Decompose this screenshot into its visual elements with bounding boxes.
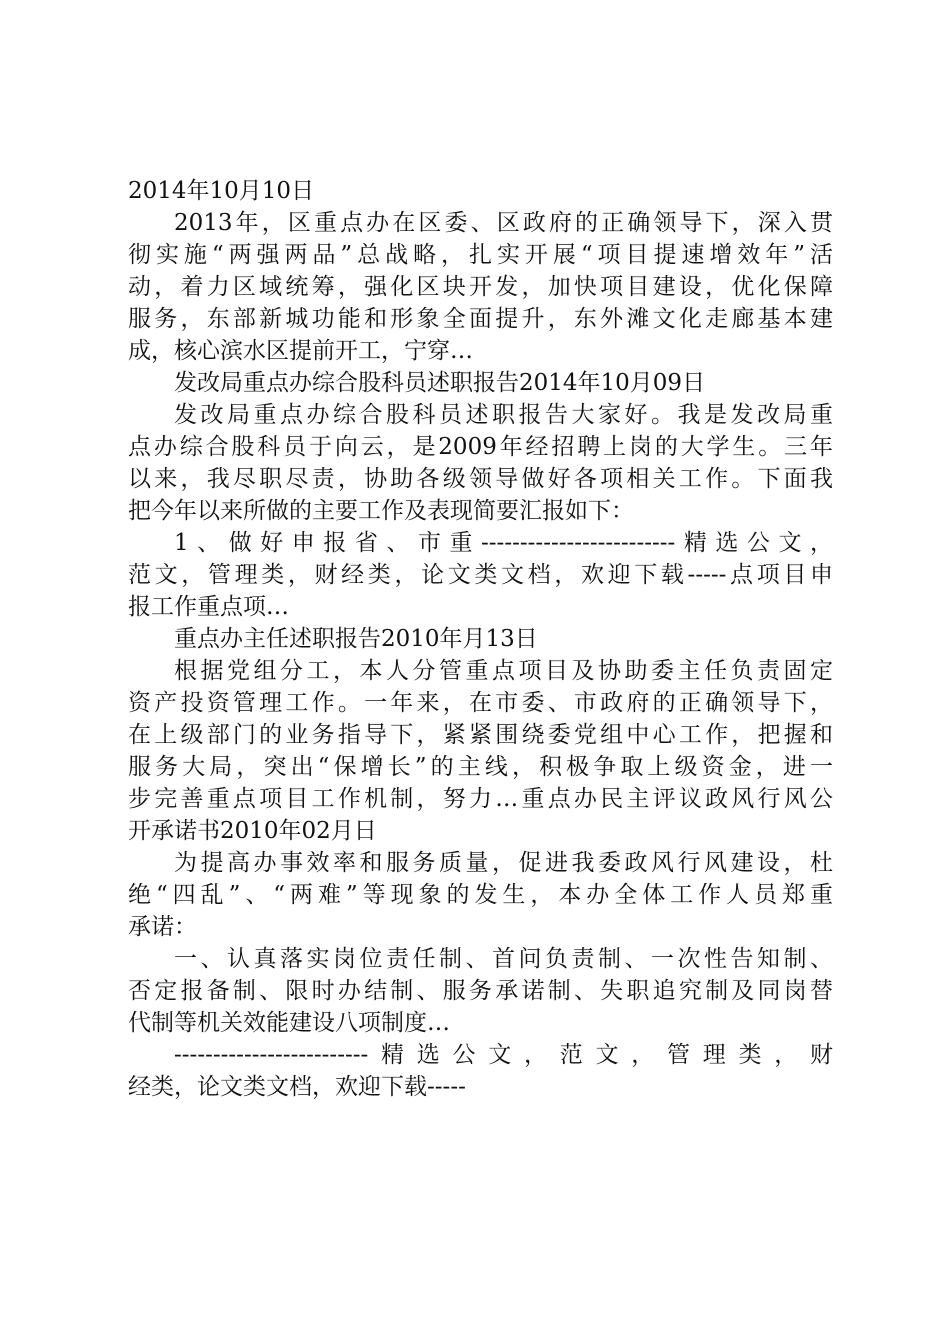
paragraph-line: 承诺： [128,914,197,940]
paragraph-line: 范文，管理类，财经类，论文类文档，欢迎下载-----点项目申 [128,562,833,588]
paragraph-line: 1、做好申报省、市重-------------------------精选公文， [174,530,833,556]
footer-line: 经类，论文类文档，欢迎下载----- [128,1074,466,1100]
paragraph-line: 服务大局，突出“保增长”的主线，积极争取上级资金，进一 [128,754,833,780]
paragraph-line: 资产投资管理工作。一年来，在市委、市政府的正确领导下， [128,690,833,716]
paragraph-line: 发改局重点办综合股科员述职报告大家好。我是发改局重 [174,402,833,428]
paragraph-line: 绝“四乱”、“两难”等现象的发生，本办全体工作人员郑重 [128,882,833,908]
date-line: 2014年10月10日 [128,178,315,204]
paragraph-line: 根据党组分工，本人分管重点项目及协助委主任负责固定 [174,658,833,684]
paragraph-line: 服务，东部新城功能和形象全面提升，东外滩文化走廊基本建 [128,306,833,332]
heading-line: 重点办主任述职报告2010年月13日 [174,626,538,652]
paragraph-line: 报工作重点项… [128,594,289,620]
paragraph-line: 在上级部门的业务指导下，紧紧围绕委党组中心工作，把握和 [128,722,833,748]
footer-line: -------------------------精选公文，范文，管理类，财 [174,1042,833,1068]
paragraph-line: 把今年以来所做的主要工作及表现简要汇报如下： [128,498,634,524]
paragraph-line: 动，着力区域统筹，强化区块开发，加快项目建设，优化保障 [128,274,833,300]
document-body [128,175,833,1103]
paragraph-line: 代制等机关效能建设八项制度… [128,1010,450,1036]
paragraph-line: 彻实施“两强两品”总战略，扎实开展“项目提速增效年”活 [128,242,833,268]
paragraph-line: 一、认真落实岗位责任制、首问负责制、一次性告知制、 [174,946,833,972]
paragraph-line: 为提高办事效率和服务质量，促进我委政风行风建设，杜 [174,850,833,876]
paragraph-line: 否定报备制、限时办结制、服务承诺制、失职追究制及同岗替 [128,978,833,1004]
paragraph-line: 开承诺书2010年02月日 [128,818,377,844]
heading-line: 发改局重点办综合股科员述职报告2014年10月09日 [174,370,706,396]
paragraph-line: 2013年，区重点办在区委、区政府的正确领导下，深入贯 [174,210,833,236]
paragraph-line: 点办综合股科员于向云，是2009年经招聘上岗的大学生。三年 [128,434,833,460]
paragraph-line: 成，核心滨水区提前开工，宁穿… [128,338,473,364]
paragraph-line: 以来，我尽职尽责，协助各级领导做好各项相关工作。下面我 [128,466,833,492]
paragraph-line: 步完善重点项目工作机制，努力…重点办民主评议政风行风公 [128,786,833,812]
